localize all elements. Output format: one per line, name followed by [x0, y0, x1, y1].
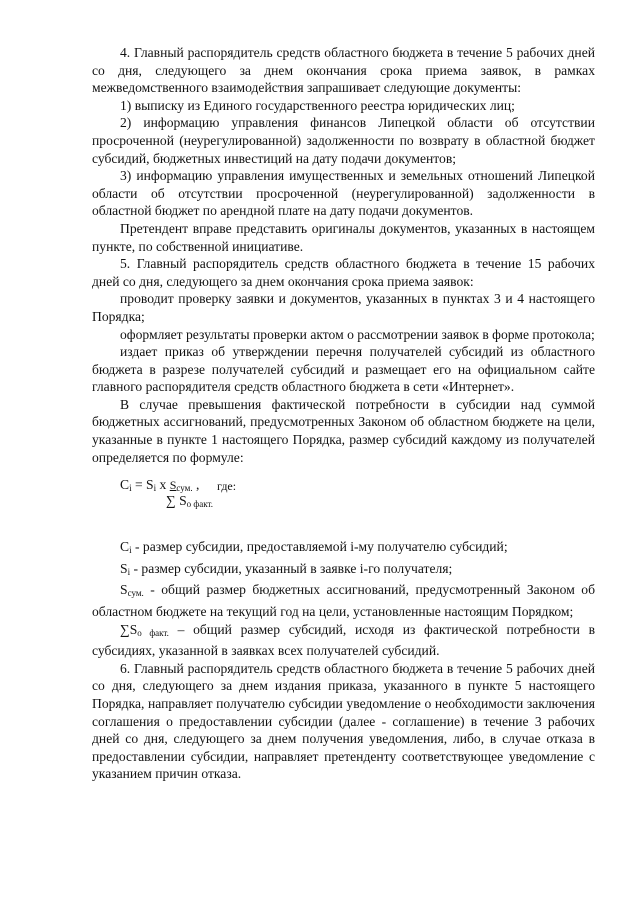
formula-where: где: [217, 479, 237, 494]
definition-ssum: $S_{сум.}$ - общий размер бюджетных ассигнований, предусмотренный Законом об областном бюджете на текущий год на цели, установленные настоящим Порядком; [92, 582, 595, 620]
paragraph-applicant-right: Претендент вправе представить оригиналы документов, указанных в настоящем пункте, по собственной инициативе. [92, 220, 595, 254]
definition-sfact: $\sum S_{о факт.}$ – общий размер субсидий, исходя из фактической потребности в субсидиях, указанной в заявках всех получателей субсидий. [92, 621, 595, 659]
paragraph-protocol: оформляет результаты проверки актом о рассмотрении заявок в форме протокола; [120, 326, 595, 342]
paragraph-order: издает приказ об утверждении перечня получателей субсидий из областного бюджета в разрезе получателей субсидий и размещает его на официальном сайте главного распорядителя средств областного бюджета в сети «Интернет». [92, 344, 595, 395]
paragraph-item-4-3: 3) информацию управления имущественных и земельных отношений Липецкой области об отсутствии просроченной (неурегулированной) задолженности в областной бюджет по арендной плате на дату подачи документов. [92, 168, 595, 219]
definition-si: $S_i$ - размер субсидии, указанный в заявке i-го получателя; [120, 560, 453, 577]
paragraph-item-6: 6. Главный распорядитель средств областного бюджета в течение 5 рабочих дней со дня, следующего за днем издания приказа, указанного в пункте 5 настоящего Порядка, направляет получателю субсидии уведомление о необходимости заключения соглашения о предоставлении субсидии (далее - соглашение) в течение 3 рабочих дней со дня, следующего за днем получения уведомления, либо, в случае отказа в предоставлении субсидии, направляет претенденту соответствующее уведомление с указанием причин отказа. [92, 660, 595, 782]
paragraph-item-4-2: 2) информацию управления финансов Липецкой области об отсутствии просроченной (неурегулированной) задолженности по возврату в областной бюджет субсидий, бюджетных инвестиций на дату подачи документов; [92, 115, 595, 166]
paragraph-item-5: 5. Главный распорядитель средств областного бюджета в течение 15 рабочих дней со дня, следующего за днем окончания срока приема заявок: [92, 256, 595, 289]
paragraph-item-4-1: 1) выписку из Единого государственного реестра юридических лиц; [120, 97, 515, 113]
definition-ci: $C_i$ - размер субсидии, предоставляемой i-му получателю субсидий; [120, 539, 508, 556]
formula-denominator: ∑ $S_{о факт.}$ [166, 493, 213, 510]
paragraph-item-4: 4. Главный распорядитель средств областного бюджета в течение 5 рабочих дней со дня, следующего за днем окончания срока приема заявок, в рамках межведомственного взаимодействия запрашивает следующие документы: [92, 45, 595, 96]
formula-numerator-line: $C_i = S_i$ x $S_{сум.}$ , [120, 477, 200, 494]
paragraph-excess: В случае превышения фактической потребности в субсидии над суммой бюджетных ассигнований, предусмотренных Законом об областном бюджете на цели, указанные в пункте 1 настоящего Порядка, размер субсидий каждому из получателей определяется по формуле: [92, 396, 595, 465]
paragraph-check: проводит проверку заявки и документов, указанных в пунктах 3 и 4 настоящего Порядка; [92, 291, 595, 324]
subsidy-formula [120, 476, 595, 520]
document-page [92, 44, 595, 783]
